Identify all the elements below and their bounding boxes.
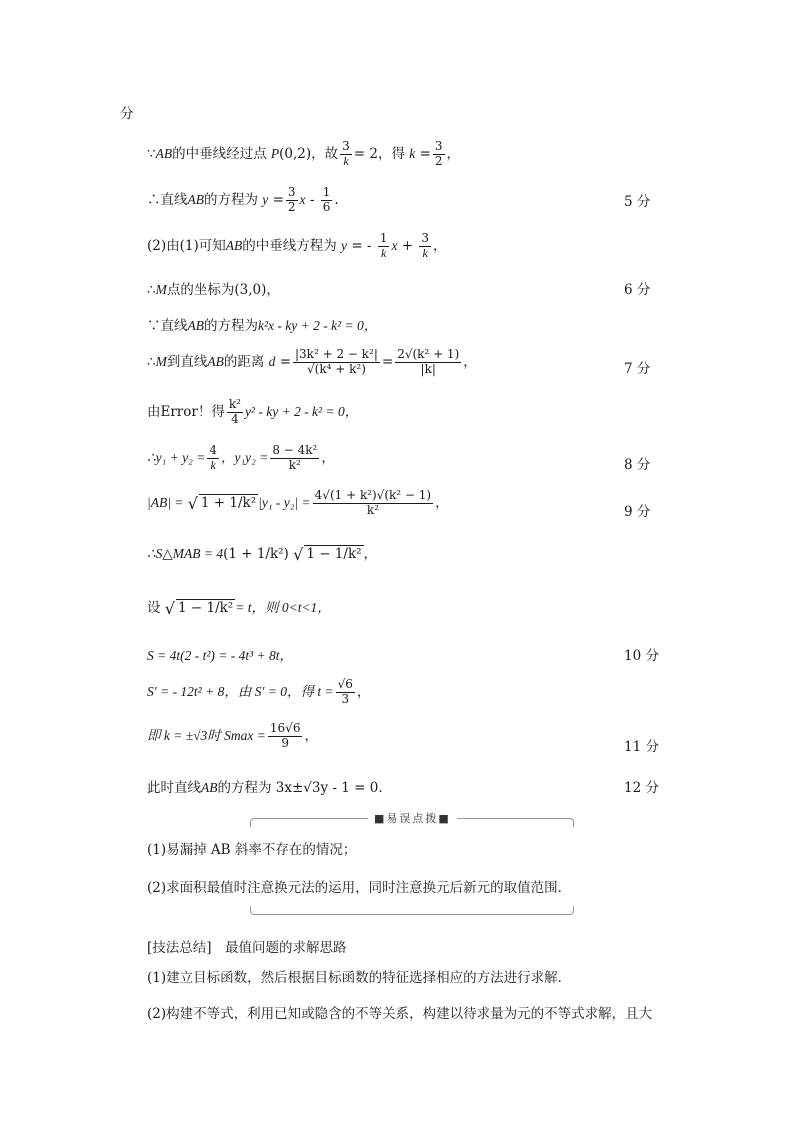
summary-point-1: (1)建立目标函数，然后根据目标函数的特征选择相应的方法进行求解．: [147, 970, 572, 986]
step-s-of-t: S = 4t(2 - t²) = - 4t³ + 8t，: [147, 648, 294, 663]
fraction: $\frac{\text{4√(1 + k²)√(k² − 1)}}{\text{k²}}$: [314, 488, 432, 517]
step-max-area: 即 k = ±√3时 Smax = $\frac{16√6}{9}$ ，: [147, 721, 318, 750]
step-m-coordinates: ∴M点的坐标为(3,0)，: [147, 282, 280, 298]
step-final-line: 此时直线AB的方程为 3x±√3y - 1 = 0.: [147, 780, 383, 796]
step-part2-bisector: (2)由(1)可知AB的中垂线方程为 y = - $\frac{1}{k}$ x + $\frac{3}{k}$ ，: [147, 231, 447, 260]
tip-box-bottom-border: [250, 906, 574, 915]
step-area-formula: ∴S△MAB = 4(1 + 1/k²) √ 1 − 1/k² ，: [147, 545, 378, 564]
fraction: $\frac{1}{6}$: [322, 185, 331, 214]
score-10: 10 分: [624, 648, 659, 664]
fraction: $\frac{16√6}{9}$: [269, 721, 301, 750]
score-5: 5 分: [624, 194, 651, 210]
step-substitute-t: 设 √ 1 − 1/k² = t，则 0<t<1，: [147, 599, 331, 618]
summary-point-2: (2)构建不等式，利用已知或隐含的不等关系，构建以待求量为元的不等式求解，且大: [147, 1006, 653, 1022]
step-perpendicular-bisector: ∵AB的中垂线经过点 P(0,2)，故 $\frac{3}{k}$ = 2，得 k = $\frac{3}{2}$ ，: [147, 139, 461, 168]
fraction: $\frac{4}{k}$: [209, 443, 217, 472]
score-12: 12 分: [624, 780, 659, 796]
fraction: $\frac{3}{2}$: [434, 139, 443, 168]
tip-point-2: (2)求面积最值时注意换元法的运用，同时注意换元后新元的取值范围．: [147, 880, 572, 896]
tip-point-1: (1)易漏掉 AB 斜率不存在的情况；: [147, 842, 357, 858]
tip-box-title: ■易误点拨■: [368, 810, 457, 826]
score-8: 8 分: [624, 457, 651, 473]
score-11: 11 分: [624, 739, 659, 755]
step-line-equation: ∴直线AB的方程为 y = $\frac{3}{2}$ x - $\frac{1}{6}$ .: [147, 185, 339, 214]
step-substitution: 由Error！得 $\frac{\text{k²}}{4}$ y² - ky + 2 - k² = 0，: [147, 397, 359, 426]
fen-fragment: 分: [120, 106, 134, 122]
fraction: $\frac{\text{2√(k² + 1)}}{|k|}$: [397, 347, 460, 376]
score-9: 9 分: [624, 504, 651, 520]
summary-heading: [技法总结] 最值问题的求解思路: [147, 940, 347, 956]
score-7: 7 分: [624, 361, 651, 377]
radical-sign: √: [187, 493, 198, 513]
fraction: $\frac{3}{k}$: [342, 139, 350, 168]
fraction: $\frac{\text{|3k² + 2 − k²|}}{\text{√(k⁴ + k²)}}$: [295, 347, 378, 376]
score-6: 6 分: [624, 282, 651, 298]
fraction: $\frac{√6}{3}$: [337, 677, 353, 706]
fraction: $\frac{\text{8 − 4k²}}{\text{k²}}$: [272, 443, 318, 472]
step-distance: ∴M到直线AB的距离 d = $\frac{\text{|3k² + 2 − k²|}}{\text{√(k⁴ + k²)}}$ = $\frac{\text{2√(k² + 1)}}{|k|}$ ，: [147, 347, 477, 376]
step-vieta: ∴y₁ + y₂ = $\frac{4}{k}$ ，y₁y₂ = $\frac{\text{8 − 4k²}}{\text{k²}}$ ，: [147, 443, 335, 472]
step-chord-length: |AB| = √ 1 + 1/k² |y₁ - y₂| = $\frac{\text{4√(1 + k²)√(k² − 1)}}{\text{k²}}$ ，: [147, 488, 449, 517]
radical-sign: √: [164, 599, 175, 618]
fraction: $\frac{1}{k}$: [379, 231, 388, 260]
fraction: $\frac{3}{k}$: [421, 231, 429, 260]
radical-sign: √: [293, 545, 304, 564]
fraction: $\frac{\text{k²}}{4}$: [228, 397, 241, 426]
step-derivative: S′ = - 12t² + 8，由 S′ = 0，得 t = $\frac{√6}{3}$ ，: [147, 677, 371, 706]
fraction: $\frac{3}{2}$: [287, 185, 296, 214]
step-ab-equation: ∵直线AB的方程为k²x - ky + 2 - k² = 0，: [147, 318, 378, 334]
